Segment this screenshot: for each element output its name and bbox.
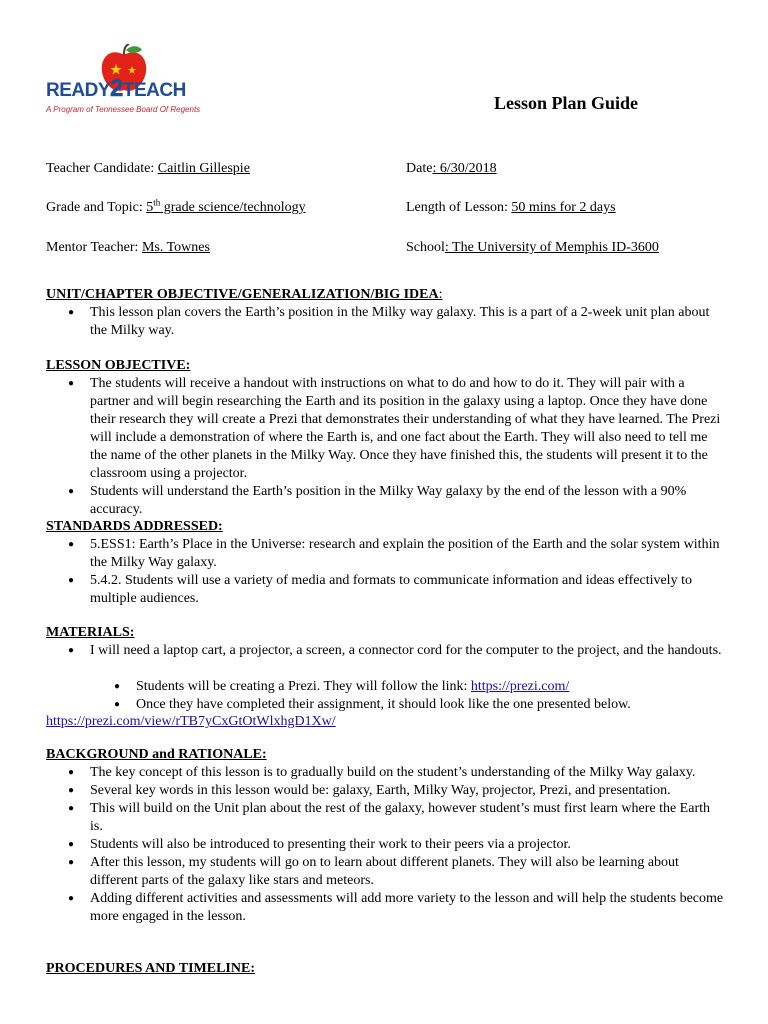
- list-item: ● This will build on the Unit plan about the rest of the galaxy, however student’s must first learn where the Earth is.: [46, 800, 726, 836]
- teacher-candidate: Teacher Candidate: Caitlin Gillespie: [46, 161, 250, 176]
- lesson-date: Date: 6/30/2018: [406, 161, 497, 176]
- list-item: ● 5.4.2. Students will use a variety of media and formats to communicate information and ideas effectively to multiple audiences.: [46, 572, 726, 608]
- list-item: ● 5.ESS1: Earth’s Place in the Universe: research and explain the position of the Earth and the solar system within the Milky Way galaxy.: [46, 536, 726, 572]
- lesson-objective-list: [46, 375, 726, 519]
- materials-sublist: [91, 678, 731, 714]
- prezi-view-link-row: [46, 713, 336, 731]
- logo-wordmark: READY2TEACH: [46, 75, 186, 102]
- list-item: ● Students will understand the Earth’s position in the Milky Way galaxy by the end of the lesson with a 90% accuracy.: [46, 483, 726, 519]
- list-item: ● This lesson plan covers the Earth’s position in the Milky way galaxy. This is a part of a 2-week unit plan about the Milky way.: [46, 304, 726, 340]
- school-value: : The University of Memphis ID-3600: [444, 240, 659, 255]
- grade-and-topic: Grade and Topic: 5th grade science/technology: [46, 197, 306, 215]
- list-item: ● Once they have completed their assignment, it should look like the one presented below.: [91, 696, 731, 714]
- section-materials-heading: MATERIALS:: [46, 625, 135, 640]
- list-item: ● I will need a laptop cart, a projector, a screen, a connector cord for the computer to the project, and the handouts.: [46, 642, 726, 660]
- length-of-lesson: Length of Lesson: 50 mins for 2 days: [406, 200, 616, 215]
- logo-tagline: A Program of Tennessee Board Of Regents: [46, 105, 201, 114]
- standards-list: [46, 536, 726, 608]
- prezi-view-link[interactable]: https://prezi.com/view/rTB7yCxGtOtWlxhgD1Xw/: [46, 714, 336, 729]
- section-procedures-heading: PROCEDURES AND TIMELINE:: [46, 961, 255, 976]
- list-item: ● The students will receive a handout with instructions on what to do and how to do it. They will pair with a partner and will begin researching the Earth and its position in the galaxy using a laptop. Once they have done their research they will create a Prezi that demonstrates their understanding of what they have learned. The Prezi will include a demonstration of where the Earth is, and one fact about the Earth. They will also need to tell me the name of the other planets in the Milky Way. Once they have finished this, the students will present it to the classroom using a projector.: [46, 375, 726, 483]
- section-background-heading: BACKGROUND and RATIONALE:: [46, 747, 267, 762]
- unit-objective-list: [46, 304, 726, 340]
- list-item: ● Adding different activities and assessments will add more variety to the lesson and will help the students become more engaged in the lesson.: [46, 890, 726, 926]
- materials-list: [46, 642, 726, 660]
- mentor-teacher-value: Ms. Townes: [141, 240, 210, 255]
- prezi-link[interactable]: https://prezi.com/: [470, 679, 570, 694]
- section-lesson-objective-heading: LESSON OBJECTIVE:: [46, 358, 191, 373]
- list-item: ● Students will also be introduced to presenting their work to their peers via a projector.: [46, 836, 726, 854]
- document-title: Lesson Plan Guide: [494, 93, 639, 113]
- section-unit-objective-heading: UNIT/CHAPTER OBJECTIVE/GENERALIZATION/BIG IDEA:: [46, 287, 443, 302]
- list-item: ● Students will be creating a Prezi. They will follow the link: https://prezi.com/: [91, 678, 731, 696]
- grade-and-topic-value: 5th grade science/technology: [146, 197, 306, 215]
- teacher-candidate-value: Caitlin Gillespie: [157, 161, 250, 176]
- list-item: ● After this lesson, my students will go on to learn about different planets. They will also be learning about different parts of the galaxy like stars and meteors.: [46, 854, 726, 890]
- list-item: ● The key concept of this lesson is to gradually build on the student’s understanding of the Milky Way galaxy.: [46, 764, 726, 782]
- school: School: The University of Memphis ID-3600: [406, 240, 659, 255]
- mentor-teacher: Mentor Teacher: Ms. Townes: [46, 240, 210, 255]
- lesson-date-value: : 6/30/2018: [432, 161, 497, 176]
- section-standards-heading: STANDARDS ADDRESSED:: [46, 519, 223, 534]
- length-of-lesson-value: 50 mins for 2 days: [511, 200, 616, 215]
- list-item: ● Several key words in this lesson would be: galaxy, Earth, Milky Way, projector, Prezi, and presentation.: [46, 782, 726, 800]
- background-list: [46, 764, 726, 926]
